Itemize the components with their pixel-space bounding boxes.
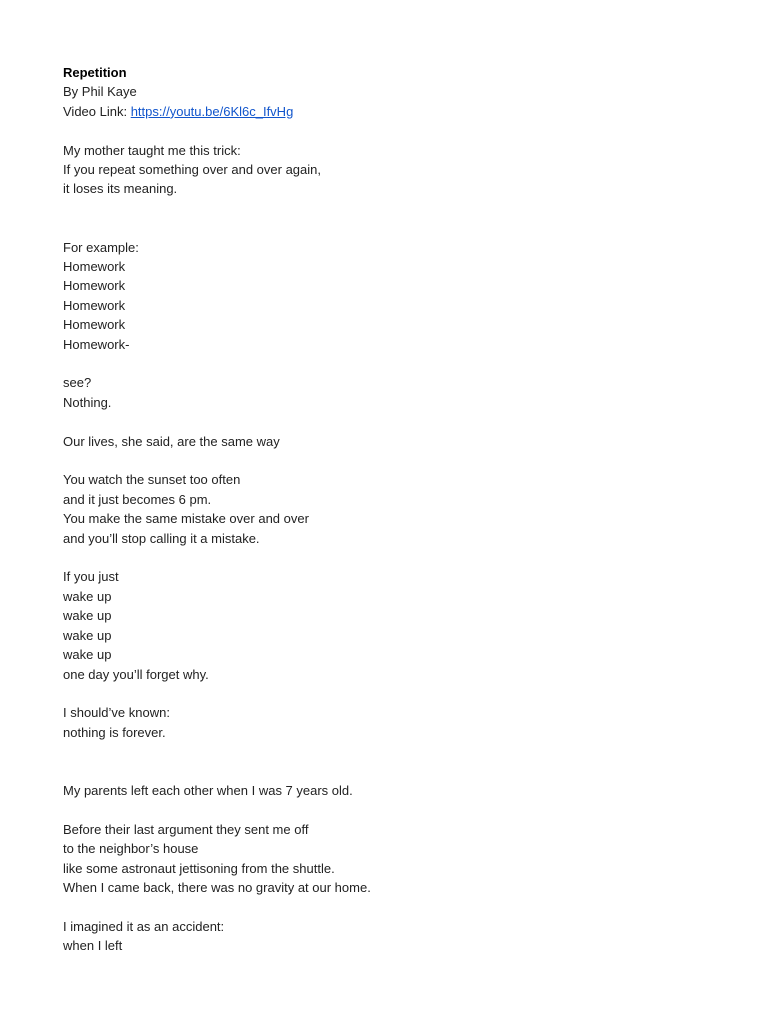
stanza-7 — [63, 703, 743, 742]
poem-line: like some astronaut jettisoning from the shuttle. — [63, 860, 335, 876]
author-line: By Phil Kaye — [63, 84, 137, 100]
spacer — [63, 800, 743, 819]
poem-line: Our lives, she said, are the same way — [63, 433, 280, 449]
spacer — [63, 548, 743, 567]
poem-title: Repetition — [63, 65, 127, 80]
poem-line: My mother taught me this trick: — [63, 142, 241, 158]
poem-line: You make the same mistake over and over — [63, 511, 309, 527]
poem-line: one day you’ll forget why. — [63, 666, 209, 682]
poem-line: and you’ll stop calling it a mistake. — [63, 530, 260, 546]
spacer — [63, 412, 743, 431]
poem-line: wake up — [63, 588, 112, 604]
spacer — [63, 897, 743, 916]
poem-line: If you repeat something over and over again, — [63, 162, 321, 178]
document-page — [63, 63, 743, 956]
stanza-1 — [63, 141, 743, 199]
stanza-4 — [63, 432, 743, 451]
stanza-6 — [63, 567, 743, 683]
poem-line: For example: — [63, 239, 139, 255]
stanza-8 — [63, 781, 743, 800]
poem-line: Homework — [63, 259, 126, 275]
spacer — [63, 451, 743, 470]
poem-line: wake up — [63, 647, 112, 663]
poem-line: to the neighbor’s house — [63, 841, 199, 857]
stanza-2 — [63, 238, 743, 354]
poem-line: Before their last argument they sent me off — [63, 821, 309, 837]
video-link-line — [63, 102, 743, 121]
poem-line: it loses its meaning. — [63, 181, 178, 197]
stanza-5 — [63, 470, 743, 548]
poem-line: I imagined it as an accident: — [63, 918, 225, 934]
poem-line: You watch the sunset too often — [63, 472, 241, 488]
poem-line: When I came back, there was no gravity at our home. — [63, 879, 371, 895]
poem-line: wake up — [63, 608, 112, 624]
spacer — [63, 742, 743, 781]
video-link[interactable]: https://youtu.be/6Kl6c_IfvHg — [130, 103, 294, 119]
stanza-9 — [63, 820, 743, 898]
poem-line: I should’ve known: — [63, 705, 170, 721]
poem-line: and it just becomes 6 pm. — [63, 491, 212, 507]
spacer — [63, 121, 743, 140]
spacer — [63, 684, 743, 703]
spacer — [63, 354, 743, 373]
poem-line: My parents left each other when I was 7 years old. — [63, 782, 353, 798]
poem-line: Homework — [63, 317, 126, 333]
poem-line: when I left — [63, 938, 123, 954]
video-link-label: Video Link: — [63, 103, 131, 119]
poem-line: nothing is forever. — [63, 724, 166, 740]
poem-line: see? — [63, 375, 92, 391]
stanza-3 — [63, 373, 743, 412]
poem-line: Homework — [63, 297, 126, 313]
poem-line: If you just — [63, 569, 119, 585]
spacer — [63, 199, 743, 238]
poem-line: wake up — [63, 627, 112, 643]
stanza-10 — [63, 917, 743, 956]
poem-line: Homework — [63, 278, 126, 294]
poem-line: Homework- — [63, 336, 130, 352]
poem-line: Nothing. — [63, 394, 112, 410]
